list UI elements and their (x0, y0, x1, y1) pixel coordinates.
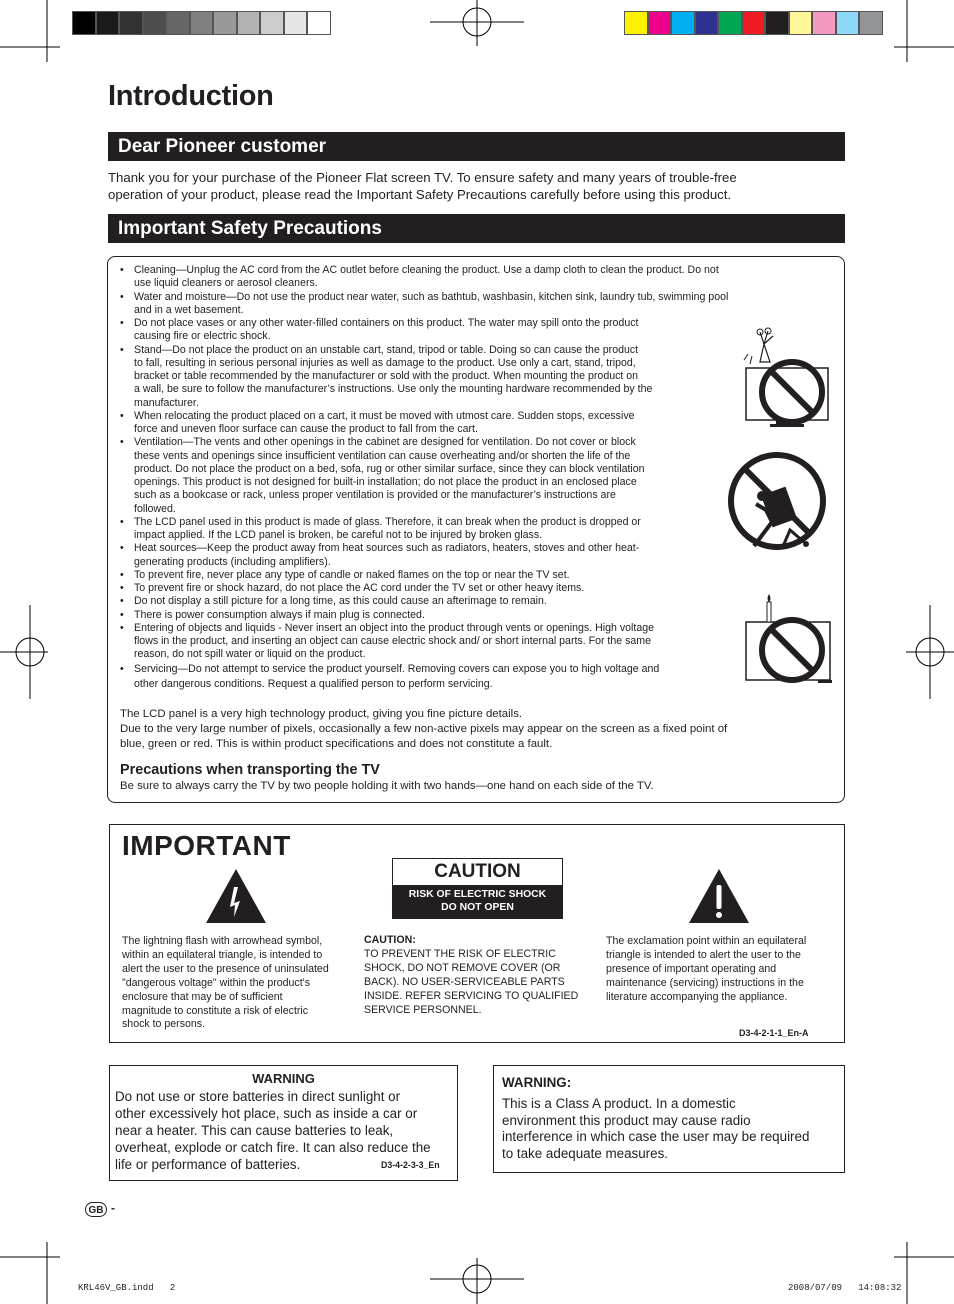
text-line: SERVICE PERSONNEL. (364, 1003, 482, 1016)
text-line: generating products (including amplifiers). (134, 555, 331, 568)
caution-label-band (393, 885, 562, 919)
page-title: Introduction (108, 80, 274, 112)
text-line: The LCD panel is a very high technology product, giving you fine picture details. (120, 708, 523, 720)
text-line: BACK). NO USER-SERVICEABLE PARTS (364, 975, 565, 988)
text-line: The lightning flash with arrowhead symbol, (122, 935, 323, 947)
safety-bullet (118, 264, 728, 291)
text-line: interference in which case the user may be required (502, 1129, 810, 1144)
text-line: force and uneven floor surface can cause the product to fall from the cart. (134, 423, 478, 435)
text-line: bracket or table recommended by the manufacturer or sold with the product. When mounting the product on (134, 370, 639, 382)
text-line: life or performance of batteries. (115, 1157, 301, 1172)
text-line: environment this product may cause radio (502, 1112, 751, 1128)
safety-bullet (118, 291, 728, 318)
text-line: • Cleaning—Unplug the AC cord from the AC outlet before cleaning the product. Use a damp cloth to clean the product. Do not (134, 264, 719, 276)
safety-bullet (118, 582, 728, 595)
caution-label-line: RISK OF ELECTRIC SHOCK (408, 889, 547, 900)
text-line: • Do not place vases or any other water-filled containers on this product. The water may spill onto the product (134, 317, 639, 329)
text-line: Do not use or store batteries in direct sunlight or (115, 1089, 401, 1104)
safety-bullet (118, 542, 728, 569)
page-dash: - (111, 1201, 115, 1215)
text-line: maintenance (servicing) instructions in the (606, 976, 804, 989)
text-line: such as a bookcase or rack, unless proper ventilation is provided or the manufacturer’s instructions are (134, 489, 616, 502)
text-line: operation of your product, please read the Important Safety Precautions carefully before using this product. (108, 186, 732, 202)
text-line: • Water and moisture—Do not use the product near water, such as bathtub, washbasin, kitchen sink, laundry tub, swimming pool (134, 290, 729, 303)
text-line: • Heat sources—Keep the product away from heat sources such as radiators, heaters, stoves and other heat- (134, 542, 640, 555)
text-line: • Servicing—Do not attempt to service the product yourself. Removing covers can expose you to high voltage and (134, 662, 660, 675)
text-line: • Stand—Do not place the product on an unstable cart, stand, tripod or table. Doing so can cause the product (134, 343, 639, 356)
text-line: The exclamation point within an equilateral (606, 935, 807, 947)
text-line: literature accompanying the appliance. (606, 990, 788, 1003)
safety-bullet (118, 662, 728, 692)
no-vase-on-tv-icon (740, 326, 830, 430)
caution-label-line: DO NOT OPEN (441, 902, 514, 913)
class-a-warning-text (502, 1096, 842, 1162)
text-line: product. Do not place the product on a bed, sofa, rug or other similar surface, since they can block ventilation (134, 462, 645, 475)
text-line: • When relocating the product placed on a cart, it must be moved with utmost care. Sudden stops, excessive (134, 409, 635, 422)
text-line: TO PREVENT THE RISK OF ELECTRIC (364, 947, 556, 960)
text-line: "dangerous voltage" within the product's (122, 976, 310, 989)
text-line: This is a Class A product. In a domestic (502, 1096, 736, 1111)
file-info: KRL46V_GB.indd 2 (78, 1283, 176, 1293)
text-line: enclosure that may be of sufficient (122, 990, 283, 1003)
text-line: shock to persons. (122, 1018, 206, 1031)
safety-bullet (118, 595, 728, 608)
safety-bullet (118, 317, 728, 344)
exclamation-warning-icon (687, 867, 751, 925)
region-badge: GB (85, 1202, 107, 1217)
dear-customer-text (108, 170, 828, 203)
text-line: flows in the product, and inserting an object can cause electric shock and/ or short internal parts. For the same (134, 635, 652, 647)
caution-label (392, 858, 563, 919)
text-line: blue, green or red. This is within product specifications and does not constitute a fault. (120, 738, 553, 750)
text-line: near a heater. This can cause batteries to leak, (115, 1123, 394, 1138)
timestamp: 2008/07/09 14:08:32 (788, 1283, 902, 1293)
text-line: • Entering of objects and liquids - Never insert an object into the product through vents or openings. High voltage (134, 621, 654, 634)
text-line: • To prevent fire or shock hazard, do not place the AC cord under the TV set or other heavy items. (134, 582, 585, 594)
text-line: reason, do not spill water or liquid on the product. (134, 648, 366, 661)
text-line: • Do not display a still picture for a long time, as this could cause an afterimage to remain. (134, 595, 547, 608)
safety-bullet (118, 344, 728, 410)
safety-bullet (118, 516, 728, 543)
text-line: other dangerous conditions. Request a qualified person to perform servicing. (134, 677, 493, 690)
text-line: openings. This product is not designed for built-in installation; do not place the product in an enclosed place (134, 476, 637, 488)
text-line: • To prevent fire, never place any type of candle or naked flames on the top or near the TV set. (134, 568, 570, 581)
text-line: Due to the very large number of pixels, occasionally a few non-active pixels may appear on the screen as a fixed point of (120, 723, 728, 735)
text-line: within an equilateral triangle, is intended to (122, 948, 323, 961)
section-heading-dear-customer: Dear Pioneer customer (108, 132, 845, 161)
caution-label-title: CAUTION (434, 861, 521, 882)
caution-explanation (364, 934, 594, 1017)
text-line: • There is power consumption always if main plug is connected. (134, 608, 425, 621)
safety-bullet (118, 609, 728, 622)
safety-bullet (118, 622, 728, 662)
text-line: Thank you for your purchase of the Pioneer Flat screen TV. To ensure safety and many years of trouble-free (108, 170, 737, 185)
class-a-warning-heading: WARNING: (502, 1075, 572, 1090)
section-heading-safety: Important Safety Precautions (108, 214, 845, 243)
text-line: followed. (134, 502, 176, 515)
text-line: • Ventilation—The vents and other openings in the cabinet are designed for ventilation. Do not cover or block (134, 436, 636, 449)
lightning-warning-icon (204, 867, 268, 925)
text-line: magnitude to constitute a risk of electric (122, 1004, 309, 1017)
safety-bullet (118, 410, 728, 437)
text-line: • The LCD panel used in this product is made of glass. Therefore, it can break when the product is dropped or (134, 515, 641, 528)
important-code: D3-4-2-1-1_En-A (739, 1028, 809, 1038)
battery-warning-heading: WARNING (252, 1071, 315, 1086)
exclamation-explanation (606, 935, 838, 1005)
text-line: INSIDE. REFER SERVICING TO QUALIFIED (364, 989, 579, 1002)
cart-tip-over-icon (726, 450, 828, 552)
safety-bullet (118, 436, 728, 516)
text-line: other excessively hot place, such as inside a car or (115, 1106, 418, 1121)
text-line: overheat, explode or catch fire. It can also reduce the (115, 1140, 431, 1155)
lightning-explanation (122, 935, 354, 1032)
text-line: use liquid cleaners or aerosol cleaners. (134, 277, 318, 290)
text-line: triangle is intended to alert the user to the (606, 948, 801, 961)
transport-heading: Precautions when transporting the TV (120, 762, 380, 778)
text-line: to take adequate measures. (502, 1145, 669, 1161)
important-title: IMPORTANT (122, 830, 291, 861)
safety-bullet-list (118, 264, 728, 692)
caution-heading: CAUTION: (364, 934, 416, 946)
text-line: these vents and openings since insufficient ventilation can cause overheating and/or shorten the life of the (134, 449, 631, 462)
text-line: presence of important operating and (606, 962, 777, 975)
text-line: a wall, be sure to follow the manufacturer’s instructions. Use only the mounting hardware recommended by the (134, 383, 653, 396)
transport-text: Be sure to always carry the TV by two people holding it with two hands—one hand on each side of the TV. (120, 780, 654, 792)
safety-bullet (118, 569, 728, 582)
text-line: and in a wet basement. (134, 303, 244, 316)
text-line: manufacturer. (134, 396, 199, 409)
text-line: causing fire or electric shock. (134, 330, 271, 343)
lcd-panel-note (120, 707, 820, 752)
text-line: to fall, resulting in serious personal injuries as well as damage to the product. Use only a cart, stand, tripod, (134, 356, 636, 369)
text-line: impact applied. If the LCD panel is broken, be careful not to be injured by broken glass. (134, 529, 543, 541)
text-line: alert the user to the presence of uninsulated (122, 962, 329, 975)
text-line: SHOCK, DO NOT REMOVE COVER (OR (364, 961, 561, 974)
no-candle-icon (742, 592, 834, 692)
battery-warning-code: D3-4-2-3-3_En (381, 1160, 440, 1170)
